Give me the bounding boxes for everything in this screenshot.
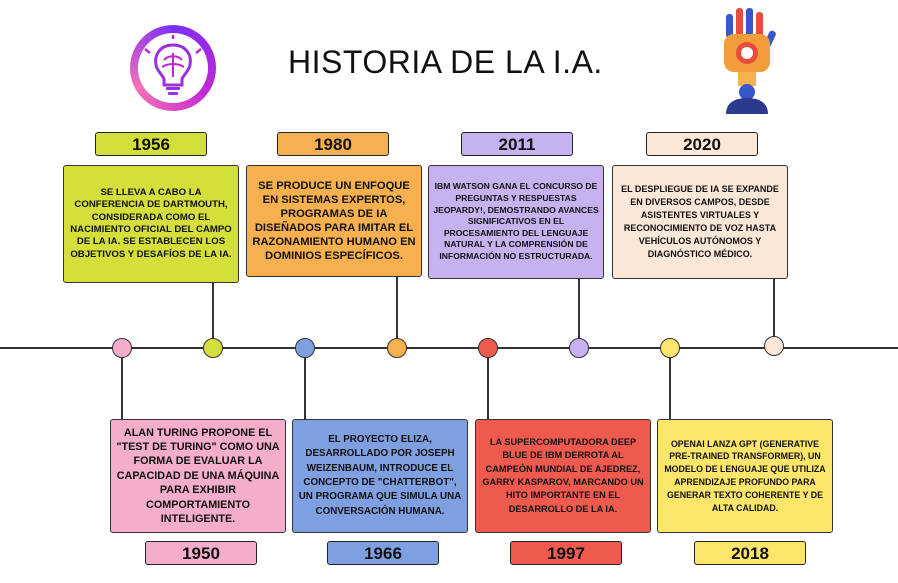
- year-label-2011: 2011: [461, 132, 573, 156]
- year-label-2020: 2020: [646, 132, 758, 156]
- connector-line: [669, 357, 671, 419]
- timeline-dot-1997: [478, 338, 498, 358]
- year-label-1966: 1966: [327, 541, 439, 565]
- event-box-1956: [63, 165, 239, 283]
- event-text: OPENAI LANZA GPT (GENERATIVE PRE-TRAINED TRANSFORMER), UN MODELO DE LENGUAJE QUE UTILIZA APRENDIZAJE PROFUNDO PARA GENERAR TEXTO COHERENTE Y DE ALTA CALIDAD.: [664, 438, 826, 513]
- timeline-dot-1980: [387, 338, 407, 358]
- event-box-1966: [292, 419, 468, 533]
- connector-line: [396, 277, 398, 340]
- timeline-dot-2020: [764, 336, 784, 356]
- connector-line: [121, 357, 123, 419]
- year-label-2018: 2018: [694, 541, 806, 565]
- event-text: SE LLEVA A CABO LA CONFERENCIA DE DARTMOUTH, CONSIDERADA COMO EL NACIMIENTO OFICIAL DEL CAMPO DE LA IA. SE ESTABLECEN LOS OBJETIVOS Y DESAFÍOS DE LA IA.: [70, 186, 232, 260]
- event-box-1997: [475, 419, 651, 533]
- connector-line: [773, 279, 775, 337]
- connector-line: [212, 283, 214, 340]
- event-text: EL PROYECTO ELIZA, DESARROLLADO POR JOSEPH WEIZENBAUM, INTRODUCE EL CONCEPTO DE "CHATTERBOT", UN PROGRAMA QUE SIMULA UNA CONVERSACIÓN HUMANA.: [298, 433, 462, 517]
- year-label-1950: 1950: [145, 541, 257, 565]
- timeline-dot-2018: [660, 338, 680, 358]
- event-text: ALAN TURING PROPONE EL "TEST DE TURING" COMO UNA FORMA DE EVALUAR LA CAPACIDAD DE UNA MÁQUINA PARA EXHIBIR COMPORTAMIENTO INTELIGENTE.: [116, 426, 280, 526]
- event-box-2020: [612, 165, 788, 279]
- robot-hand-icon: [712, 6, 784, 116]
- connector-line: [578, 279, 580, 340]
- event-text: LA SUPERCOMPUTADORA DEEP BLUE DE IBM DERROTA AL CAMPEÓN MUNDIAL DE AJEDREZ, GARRY KASPAROV, MARCANDO UN HITO IMPORTANTE EN EL DESARROLLO DE LA IA.: [482, 436, 644, 514]
- timeline-dot-2011: [569, 338, 589, 358]
- connector-line: [487, 357, 489, 419]
- event-text: SE PRODUCE UN ENFOQUE EN SISTEMAS EXPERTOS, PROGRAMAS DE IA DISEÑADOS PARA IMITAR EL RAZONAMIENTO HUMANO EN DOMINIOS ESPECÍFICOS.: [252, 180, 416, 262]
- timeline-dot-1956: [203, 338, 223, 358]
- event-box-2011: [428, 165, 604, 279]
- event-text: EL DESPLIEGUE DE IA SE EXPANDE EN DIVERSOS CAMPOS, DESDE ASISTENTES VIRTUALES Y RECONOCIMIENTO DE VOZ HASTA VEHÍCULOS AUTÓNOMOS Y DIAGNÓSTICO MÉDICO.: [621, 184, 779, 259]
- event-box-1950: [110, 419, 286, 533]
- timeline-dot-1966: [295, 338, 315, 358]
- year-label-1997: 1997: [510, 541, 622, 565]
- event-box-1980: [246, 165, 422, 277]
- year-label-1980: 1980: [277, 132, 389, 156]
- year-label-1956: 1956: [95, 132, 207, 156]
- event-box-2018: [657, 419, 833, 533]
- event-text: IBM WATSON GANA EL CONCURSO DE PREGUNTAS Y RESPUESTAS JEOPARDY!, DEMOSTRANDO AVANCES SIGNIFICATIVOS EN EL PROCESAMIENTO DEL LENGUAJE NATURAL Y LA COMPRENSIÓN DE INFORMACIÓN NO ESTRUCTURADA.: [433, 181, 599, 261]
- timeline-dot-1950: [112, 338, 132, 358]
- brain-lightbulb-icon: [130, 25, 216, 111]
- page-title: HISTORIA DE LA I.A.: [288, 44, 603, 80]
- connector-line: [304, 357, 306, 419]
